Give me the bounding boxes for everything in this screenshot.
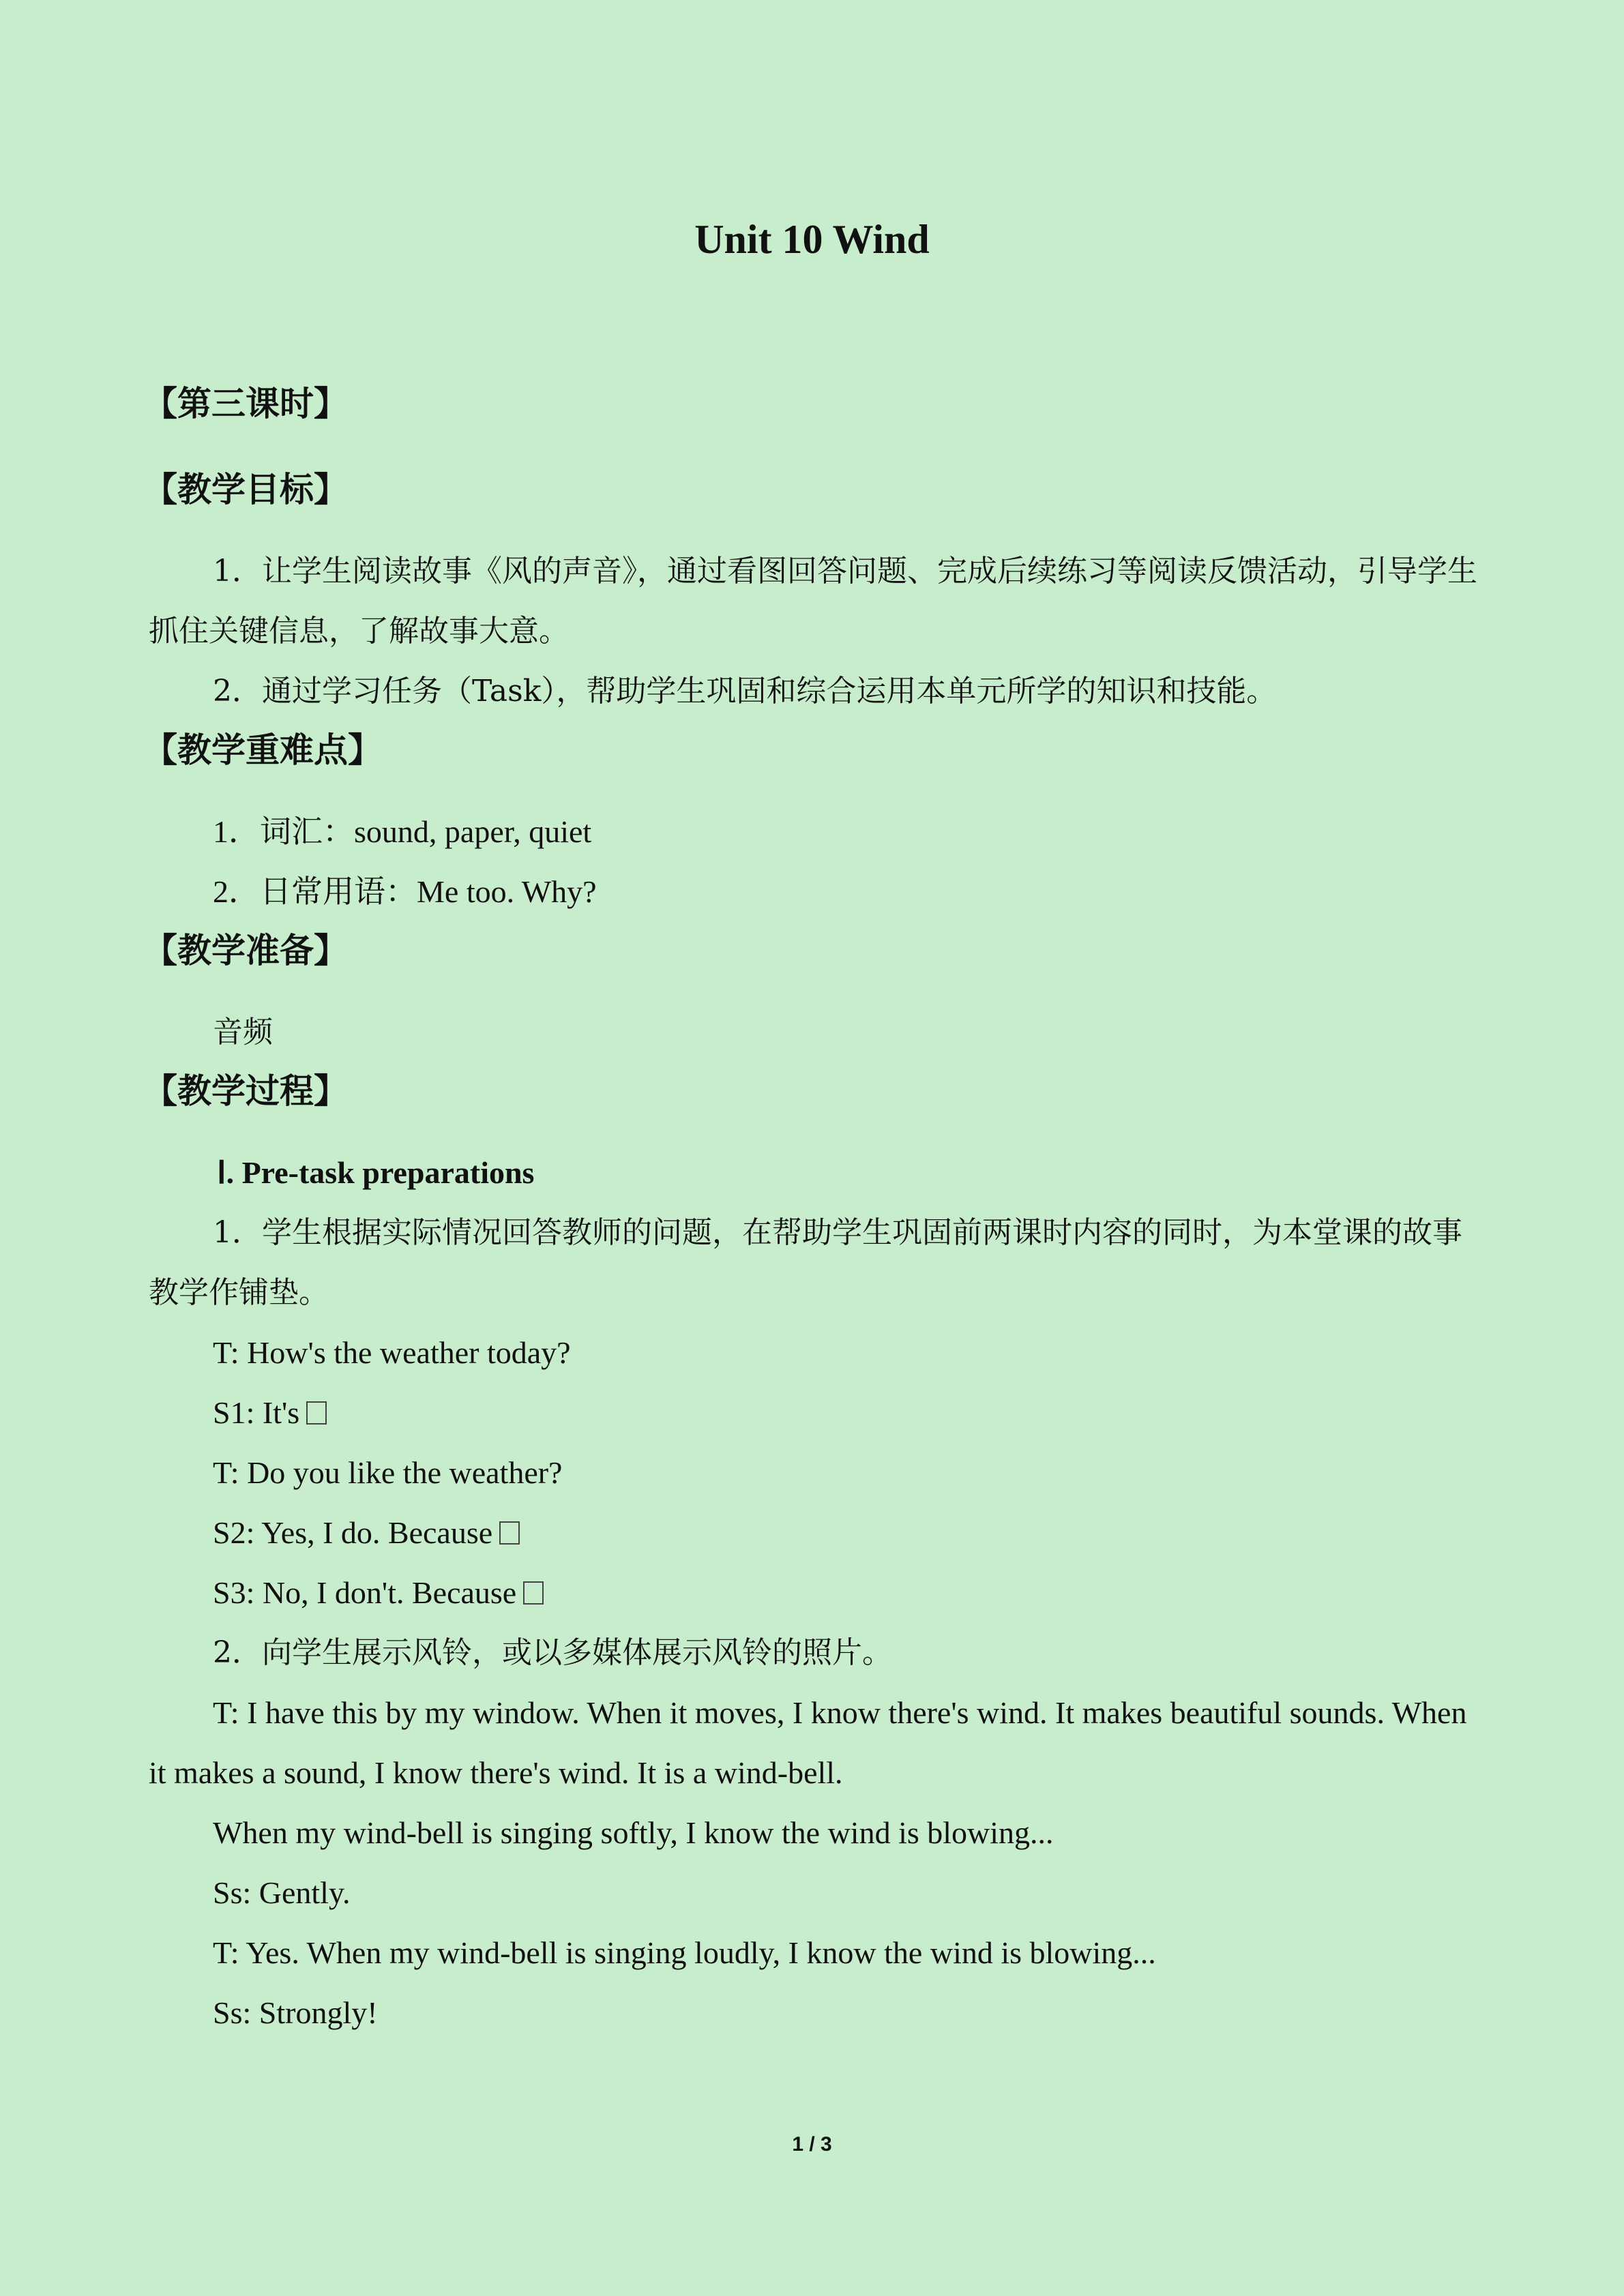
dialogue-line: T: Yes. When my wind-bell is singing loudly, I know the wind is blowing...	[213, 1935, 1156, 1970]
dialogue-line: Ss: Gently.	[213, 1875, 351, 1910]
objectives-heading: 【教学目标】	[143, 470, 348, 509]
document-body	[143, 379, 1479, 2043]
blank-box	[523, 1581, 544, 1605]
objective-item: 2．通过学习任务（Task），帮助学生巩固和综合运用本单元所学的知识和技能。	[213, 674, 1277, 709]
dialogue-line: T: How's the weather today?	[213, 1335, 571, 1370]
blank-box	[306, 1401, 327, 1425]
lesson-heading: 【第三课时】	[143, 384, 348, 423]
page-number: 1 / 3	[792, 2133, 832, 2156]
dialogue-line: Ss: Strongly!	[213, 1995, 378, 2030]
document-title: Unit 10 Wind	[694, 217, 930, 262]
key-point-item: 2．日常用语：Me too. Why?	[213, 874, 597, 909]
dialogue-line: T: I have this by my window. When it moves, I know there's wind. It makes beautiful sounds. When it makes a sound, I know there's wind. It is a wind-bell.	[149, 1695, 1467, 1790]
dialogue-line: S1: It's	[149, 1383, 1479, 1443]
process-heading: 【教学过程】	[143, 1071, 348, 1111]
preparation-text: 音频	[213, 1015, 273, 1049]
key-points-heading: 【教学重难点】	[143, 730, 382, 770]
process-subheading: Ⅰ. Pre-task preparations	[217, 1155, 535, 1190]
objective-item: 1．让学生阅读故事《风的声音》，通过看图回答问题、完成后续练习等阅读反馈活动，引导学生抓住关键信息，了解故事大意。	[149, 554, 1477, 648]
dialogue-line: S2: Yes, I do. Because	[149, 1503, 1479, 1563]
process-step: 2．向学生展示风铃，或以多媒体展示风铃的照片。	[213, 1635, 892, 1670]
dialogue-line: T: Do you like the weather?	[213, 1455, 563, 1490]
blank-box	[499, 1521, 520, 1545]
dialogue-line: S3: No, I don't. Because	[149, 1563, 1479, 1623]
process-step: 1．学生根据实际情况回答教师的问题，在帮助学生巩固前两课时内容的同时，为本堂课的故事教学作铺垫。	[149, 1215, 1462, 1310]
dialogue-line: When my wind-bell is singing softly, I know the wind is blowing...	[213, 1815, 1054, 1850]
key-point-item: 1．词汇：sound, paper, quiet	[213, 814, 592, 849]
preparation-heading: 【教学准备】	[143, 931, 348, 970]
